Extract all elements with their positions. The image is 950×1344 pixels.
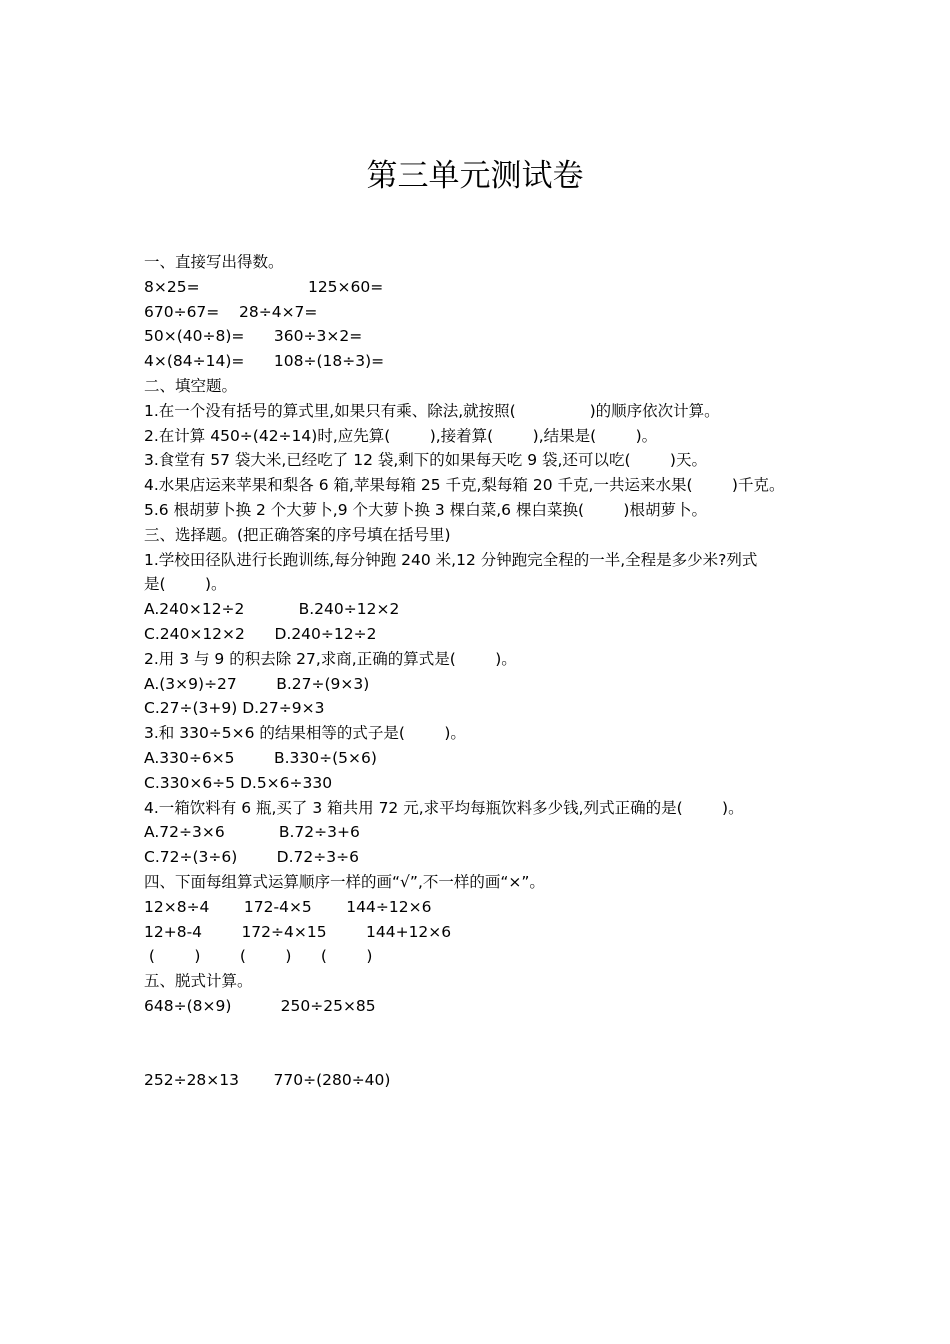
choice-options: A.(3×9)÷27 B.27÷(9×3) [144,674,370,693]
section5-heading: 五、脱式计算。 [144,972,253,991]
choice-options: C.27÷(3+9) D.27÷9×3 [144,699,325,718]
choice-question-3: 3.和 330÷5×6 的结果相等的式子是( )。 [144,724,466,743]
choice-options: A.240×12÷2 B.240÷12×2 [144,600,400,619]
calc-row: 648÷(8×9) 250÷25×85 [144,996,376,1015]
choice-options: C.330×6÷5 D.5×6÷330 [144,773,333,792]
fill-item: 3.食堂有 57 袋大米,已经吃了 12 袋,剩下的如果每天吃 9 袋,还可以吃( )天。 [144,451,707,470]
work-space [144,1019,824,1068]
section1-heading: 一、直接写出得数。 [144,253,284,271]
choice-question-2: 2.用 3 与 9 的积去除 27,求商,正确的算式是( )。 [144,649,517,668]
choice-options: C.72÷(3÷6) D.72÷3÷6 [144,848,359,867]
choice-options: A.72÷3×6 B.72÷3+6 [144,823,360,842]
section1-row: 50×(40÷8)= 360÷3×2= [144,327,363,346]
choice-options: A.330÷6×5 B.330÷(5×6) [144,748,377,767]
fill-item: 2.在计算 450÷(42÷14)时,应先算( ),接着算( ),结果是( )。 [144,426,658,445]
section1-row: 670÷67= 28÷4×7= [144,302,318,321]
calc-row: 252÷28×13 770÷(280÷40) [144,1070,391,1089]
page-title: 第三单元测试卷 [366,158,584,194]
section1-row: 8×25= 125×60= [144,277,384,296]
choice-question-1: 1.学校田径队进行长跑训练,每分钟跑 240 米,12 分钟跑完全程的一半,全程是多少米?列式 [144,550,758,569]
choice-question-4: 4.一箱饮料有 6 瓶,买了 3 箱共用 72 元,求平均每瓶饮料多少钱,列式正确的是( )。 [144,798,744,817]
section2-heading: 二、填空题。 [144,376,238,395]
choice-options: C.240×12×2 D.240÷12÷2 [144,624,377,643]
compare-row: 12+8-4 172÷4×15 144+12×6 [144,922,452,941]
section4-heading: 四、下面每组算式运算顺序一样的画“√”,不一样的画“×”。 [144,872,545,891]
choice-question-1-cont: 是( )。 [144,575,227,594]
fill-item: 1.在一个没有括号的算式里,如果只有乘、除法,就按照( )的顺序依次计算。 [144,401,720,420]
fill-item: 4.水果店运来苹果和梨各 6 箱,苹果每箱 25 千克,梨每箱 20 千克,一共运来水果( )千克。 [144,476,785,495]
section1-row: 4×(84÷14)= 108÷(18÷3)= [144,352,385,371]
compare-row: 12×8÷4 172-4×5 144÷12×6 [144,897,432,916]
answer-blanks: ( ) ( ) ( ) [144,947,373,966]
section3-heading: 三、选择题。(把正确答案的序号填在括号里) [144,525,451,544]
worksheet-body [144,250,824,1093]
fill-item: 5.6 根胡萝卜换 2 个大萝卜,9 个大萝卜换 3 棵白菜,6 棵白菜换( )根胡萝卜。 [144,500,707,519]
